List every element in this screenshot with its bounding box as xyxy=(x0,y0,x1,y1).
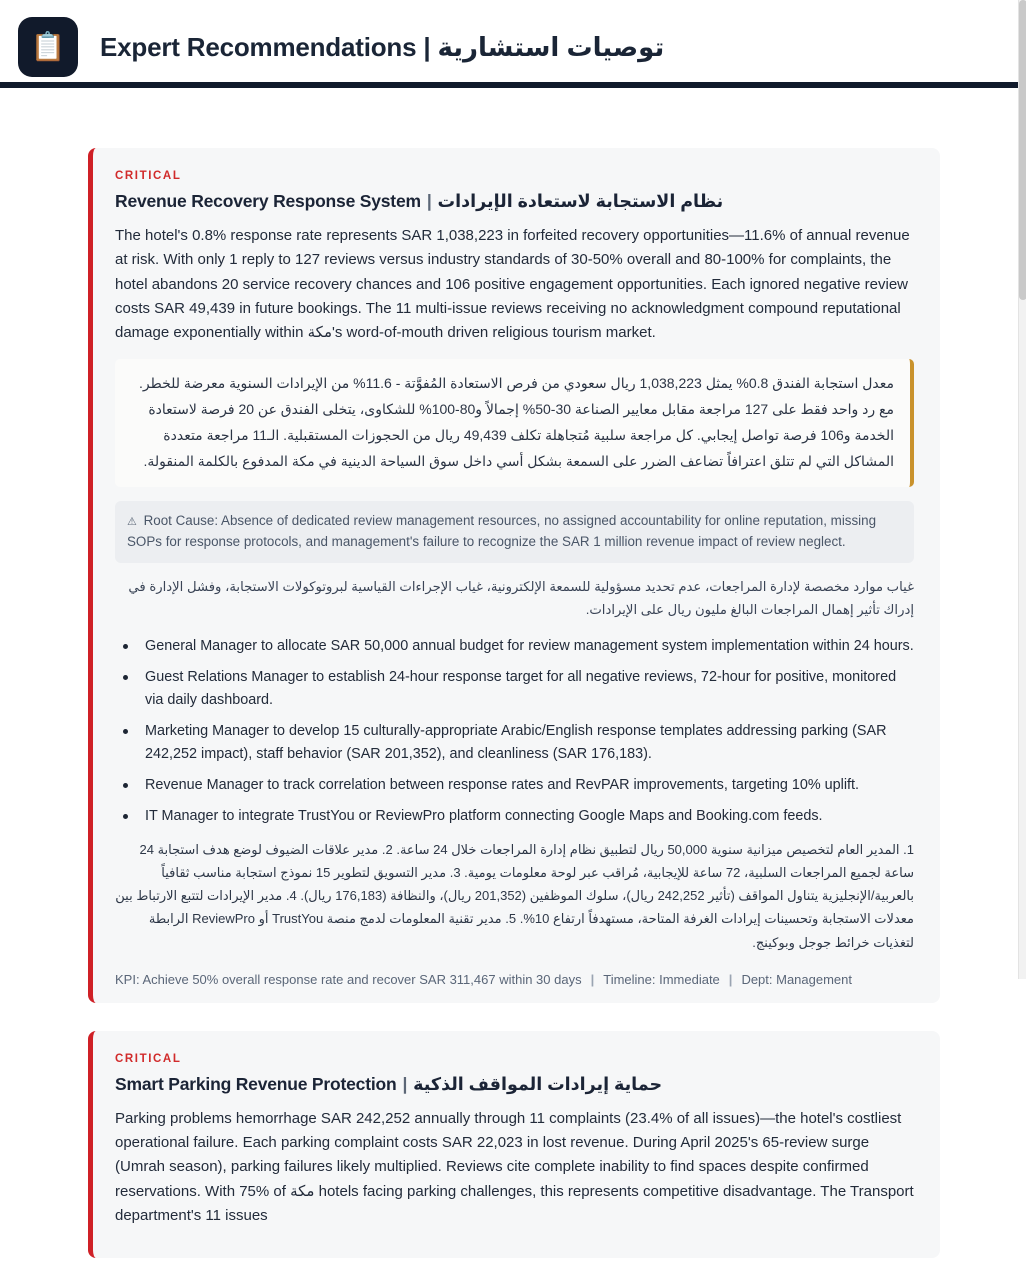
recommendation-card[interactable] xyxy=(88,1031,940,1258)
list-item: Marketing Manager to develop 15 culturally-appropriate Arabic/English response templates addressing parking (SAR 242,252 impact), staff behavior (SAR 201,352), and cleanliness (SAR 176,183). xyxy=(115,720,914,766)
status-badge: CRITICAL xyxy=(115,170,182,182)
page-title: Expert Recommendations | توصيات استشارية xyxy=(100,31,665,62)
recommendation-title-en: Revenue Recovery Response System xyxy=(115,191,421,211)
kpi-text: KPI: Achieve 50% overall response rate and recover SAR 311,467 within 30 days xyxy=(115,971,582,987)
recommendation-card[interactable] xyxy=(88,148,940,1003)
page-header xyxy=(0,0,1026,82)
recommendation-body-en: The hotel's 0.8% response rate represents SAR 1,038,223 in forfeited recovery opportunities—11.6% of annual revenue at risk. With only 1 reply to 127 reviews versus industry standards of 30-50% overall and 80-100% for complaints, the hotel abandons 20 service recovery chances and 106 positive engagement opportunities. Each ignored negative review costs SAR 49,439 in future bookings. The 11 multi-issue reviews receiving no acknowledgment compound reputational damage exponentially within مكة's word-of-mouth driven religious tourism market. xyxy=(115,227,910,342)
root-cause-box xyxy=(115,501,914,563)
warning-triangle-icon: ⚠ xyxy=(127,516,137,529)
department-text: Dept: Management xyxy=(741,971,853,987)
timeline-text: Timeline: Immediate xyxy=(603,971,720,987)
action-item-list-ar: 1. المدير العام لتخصيص ميزانية سنوية 50,000 ريال لتطبيق نظام إدارة المراجعات خلال 24 ساعة. 2. مدير علاقات الضيوف لوضع هدف استجابة 24 ساعة لجميع المراجعات السلبية، 72 ساعة للإيجابية، مُراقب عبر لوحة معلومات يومية. 3. مدير التسويق لتطوير 15 نموذج استجابة مناسب ثقافياً بالعربية/الإنجليزية يتناول المواقف (تأثير 242,252 ريال)، سلوك الموظفين (201,352 ريال)، والنظافة (176,183 ريال). 4. مدير الإيرادات لتتبع الارتباط بين معدلات الاستجابة وتحسينات إيرادات الغرفة المتاحة، مستهدفاً ارتفاع 10%. 5. مدير تقنية المعلومات لدمج منصة TrustYou أو ReviewPro الرابطة لتغذيات خرائط جوجل وبوكينج. xyxy=(115,842,914,950)
recommendation-title xyxy=(115,1074,914,1095)
clipboard-glyph: 📋 xyxy=(30,31,66,62)
action-item-list xyxy=(115,635,914,828)
scrollbar-thumb[interactable] xyxy=(1019,0,1026,300)
title-separator: | xyxy=(402,1073,408,1094)
root-cause-text: Root Cause: Absence of dedicated review management resources, no assigned accountability for online reputation, missing SOPs for response protocols, and management's failure to recognize the SAR 1 million revenue impact of review neglect. xyxy=(127,513,877,550)
clipboard-icon xyxy=(18,17,78,77)
recommendation-title xyxy=(115,191,914,212)
recommendation-title-ar: نظام الاستجابة لاستعادة الإيرادات xyxy=(437,191,724,211)
list-item: General Manager to allocate SAR 50,000 annual budget for review management system implementation within 24 hours. xyxy=(115,635,914,658)
recommendation-body-ar: معدل استجابة الفندق 0.8% يمثل 1,038,223 ريال سعودي من فرص الاستعادة المُفوَّتة - 11.6% من الإيرادات السنوية معرضة للخطر. مع رد واحد فقط على 127 مراجعة مقابل معايير الصناعة 30-50% إجمالاً و80-100% للشكاوى، يتخلى الفندق عن 20 فرصة لاستعادة الخدمة و106 فرصة تواصل إيجابي. كل مراجعة سلبية مُتجاهلة تكلف 49,439 ريال من الحجوزات المستقبلية. الـ11 مراجعة متعددة المشاكل التي لم تتلق اعترافاً تضاعف الضرر على السمعة بشكل أسي داخل سوق السياحة الدينية في مكة المدفوع بالكلمة المنقولة. xyxy=(115,359,914,487)
scrollbar[interactable] xyxy=(1018,0,1026,979)
kpi-footer xyxy=(115,968,914,987)
list-item: Guest Relations Manager to establish 24-hour response target for all negative reviews, 72-hour for positive, monitored via daily dashboard. xyxy=(115,666,914,712)
status-badge: CRITICAL xyxy=(115,1052,182,1065)
recommendation-title-ar: حماية إيرادات المواقف الذكية xyxy=(413,1073,663,1094)
recommendations-list xyxy=(0,88,1018,1258)
list-item: IT Manager to integrate TrustYou or ReviewPro platform connecting Google Maps and Booking.com feeds. xyxy=(115,805,914,828)
kpi-separator: | xyxy=(590,971,595,987)
title-separator: | xyxy=(426,191,432,211)
root-cause-text-ar: غياب موارد مخصصة لإدارة المراجعات، عدم تحديد مسؤولية للسمعة الإلكترونية، غياب الإجراءات القياسية لبروتوكولات الاستجابة، وفشل الإدارة في إدراك تأثير إهمال المراجعات البالغ مليون ريال على الإيرادات. xyxy=(128,578,914,617)
recommendation-title-en: Smart Parking Revenue Protection xyxy=(115,1073,397,1094)
kpi-separator: | xyxy=(728,971,733,987)
recommendation-body-en: Parking problems hemorrhage SAR 242,252 annually through 11 complaints (23.4% of all issues)—the hotel's costliest operational failure. Each parking complaint costs SAR 22,023 in lost revenue. During April 2025's 65-review surge (Umrah season), parking failures likely multiplied. Reviews cite complete inability to find spaces despite confirmed reservations. With 75% of مكة hotels facing parking challenges, this represents competitive disadvantage. The Transport department's 11 issues xyxy=(115,1109,914,1224)
list-item: Revenue Manager to track correlation between response rates and RevPAR improvements, targeting 10% uplift. xyxy=(115,774,914,797)
